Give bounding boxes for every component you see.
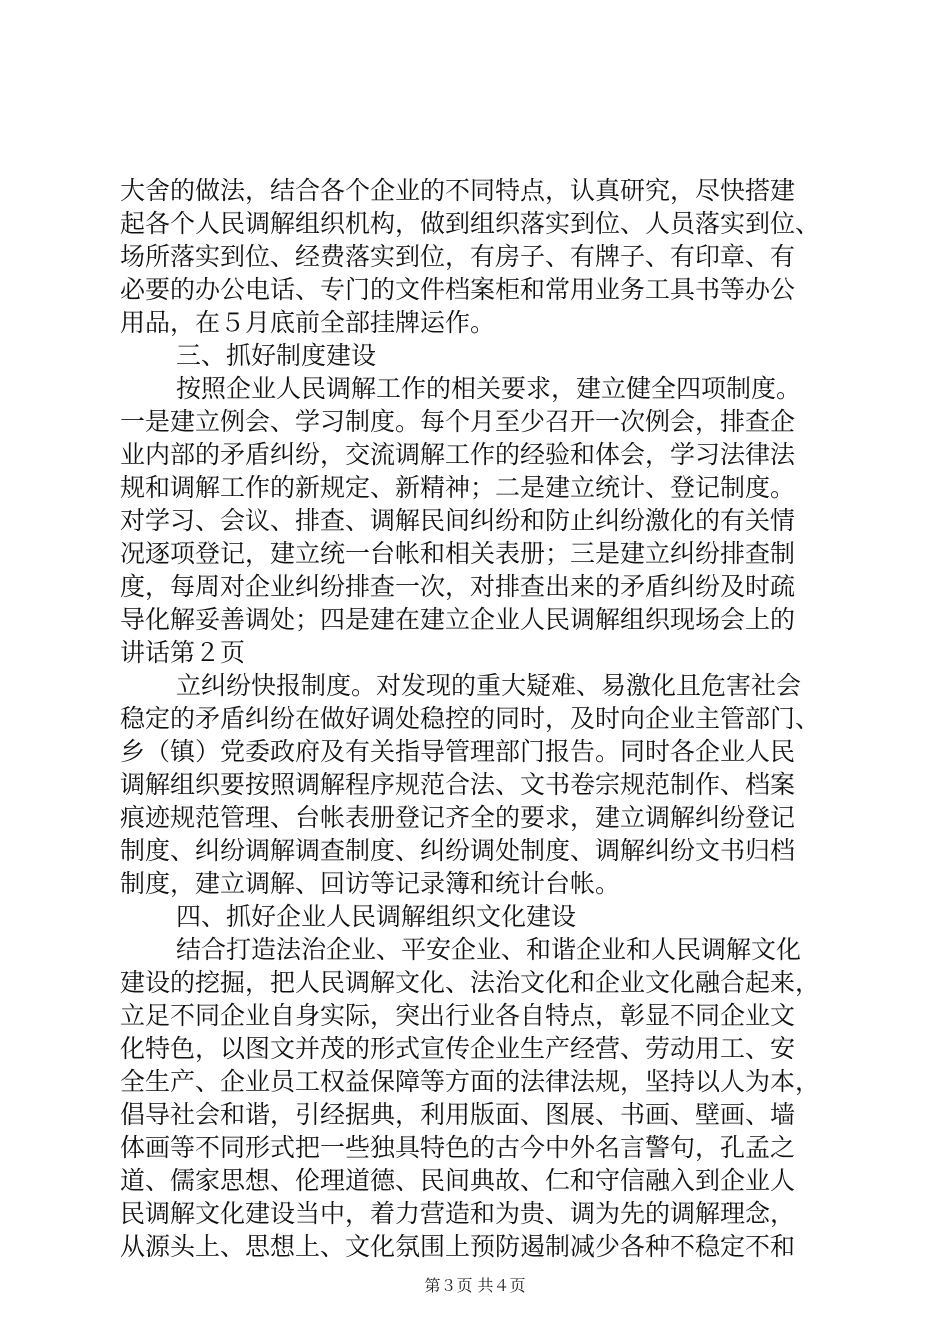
text-line: 调解组织要按照调解程序规范合法、文书卷宗规范制作、档案 xyxy=(120,770,796,799)
section-heading: 三、抓好制度建设 xyxy=(176,341,377,370)
text-line: 一是建立例会、学习制度。每个月至少召开一次例会，排查企 xyxy=(120,407,796,436)
text-line: 道、儒家思想、伦理道德、民间典故、仁和守信融入到企业人 xyxy=(120,1166,796,1195)
text-line: 稳定的矛盾纠纷在做好调处稳控的同时，及时向企业主管部门、 xyxy=(120,704,821,733)
text-line: 建设的挖掘，把人民调解文化、法治文化和企业文化融合起来， xyxy=(120,968,821,997)
text-line: 全生产、企业员工权益保障等方面的法律法规，坚持以人为本， xyxy=(120,1067,821,1096)
text-line: 痕迹规范管理、台帐表册登记齐全的要求，建立调解纠纷登记 xyxy=(120,803,796,832)
text-line: 况逐项登记，建立统一台帐和相关表册；三是建立纠纷排查制 xyxy=(120,539,796,568)
text-line: 制度、纠纷调解调查制度、纠纷调处制度、调解纠纷文书归档 xyxy=(120,836,796,865)
document-body xyxy=(120,174,832,1263)
text-line: 从源头上、思想上、文化氛围上预防遏制减少各种不稳定不和 xyxy=(120,1232,796,1261)
text-line: 导化解妥善调处；四是建在建立企业人民调解组织现场会上的 xyxy=(120,605,796,634)
text-line: 民调解文化建设当中，着力营造和为贵、调为先的调解理念， xyxy=(120,1199,796,1228)
page-footer: 第３页 共４页 xyxy=(424,1276,526,1295)
text-line: 结合打造法治企业、平安企业、和谐企业和人民调解文化 xyxy=(176,935,802,964)
text-line: 用品，在５月底前全部挂牌运作。 xyxy=(120,308,496,337)
text-line: 对学习、会议、排查、调解民间纠纷和防止纠纷激化的有关情 xyxy=(120,506,796,535)
text-line: 立足不同企业自身实际，突出行业各自特点，彰显不同企业文 xyxy=(120,1001,796,1030)
text-line: 制度，建立调解、回访等记录簿和统计台帐。 xyxy=(120,869,621,898)
section-heading: 四、抓好企业人民调解组织文化建设 xyxy=(176,902,577,931)
text-line: 体画等不同形式把一些独具特色的古今中外名言警句，孔孟之 xyxy=(120,1133,796,1162)
text-line: 规和调解工作的新规定、新精神；二是建立统计、登记制度。 xyxy=(120,473,796,502)
text-line: 讲话第２页 xyxy=(120,638,246,667)
text-line: 度，每周对企业纠纷排查一次，对排查出来的矛盾纠纷及时疏 xyxy=(120,572,796,601)
text-line: 大舍的做法，结合各个企业的不同特点，认真研究，尽快搭建 xyxy=(120,176,796,205)
text-line: 立纠纷快报制度。对发现的重大疑难、易激化且危害社会 xyxy=(176,671,802,700)
text-line: 乡（镇）党委政府及有关指导管理部门报告。同时各企业人民 xyxy=(120,737,796,766)
text-line: 业内部的矛盾纠纷，交流调解工作的经验和体会，学习法律法 xyxy=(120,440,796,469)
text-line: 场所落实到位、经费落实到位，有房子、有牌子、有印章、有 xyxy=(120,242,796,271)
text-line: 化特色，以图文并茂的形式宣传企业生产经营、劳动用工、安 xyxy=(120,1034,796,1063)
text-line: 按照企业人民调解工作的相关要求，建立健全四项制度。 xyxy=(176,374,802,403)
text-line: 必要的办公电话、专门的文件档案柜和常用业务工具书等办公 xyxy=(120,275,796,304)
text-line: 起各个人民调解组织机构，做到组织落实到位、人员落实到位、 xyxy=(120,209,821,238)
text-line: 倡导社会和谐，引经据典，利用版面、图展、书画、壁画、墙 xyxy=(120,1100,796,1129)
